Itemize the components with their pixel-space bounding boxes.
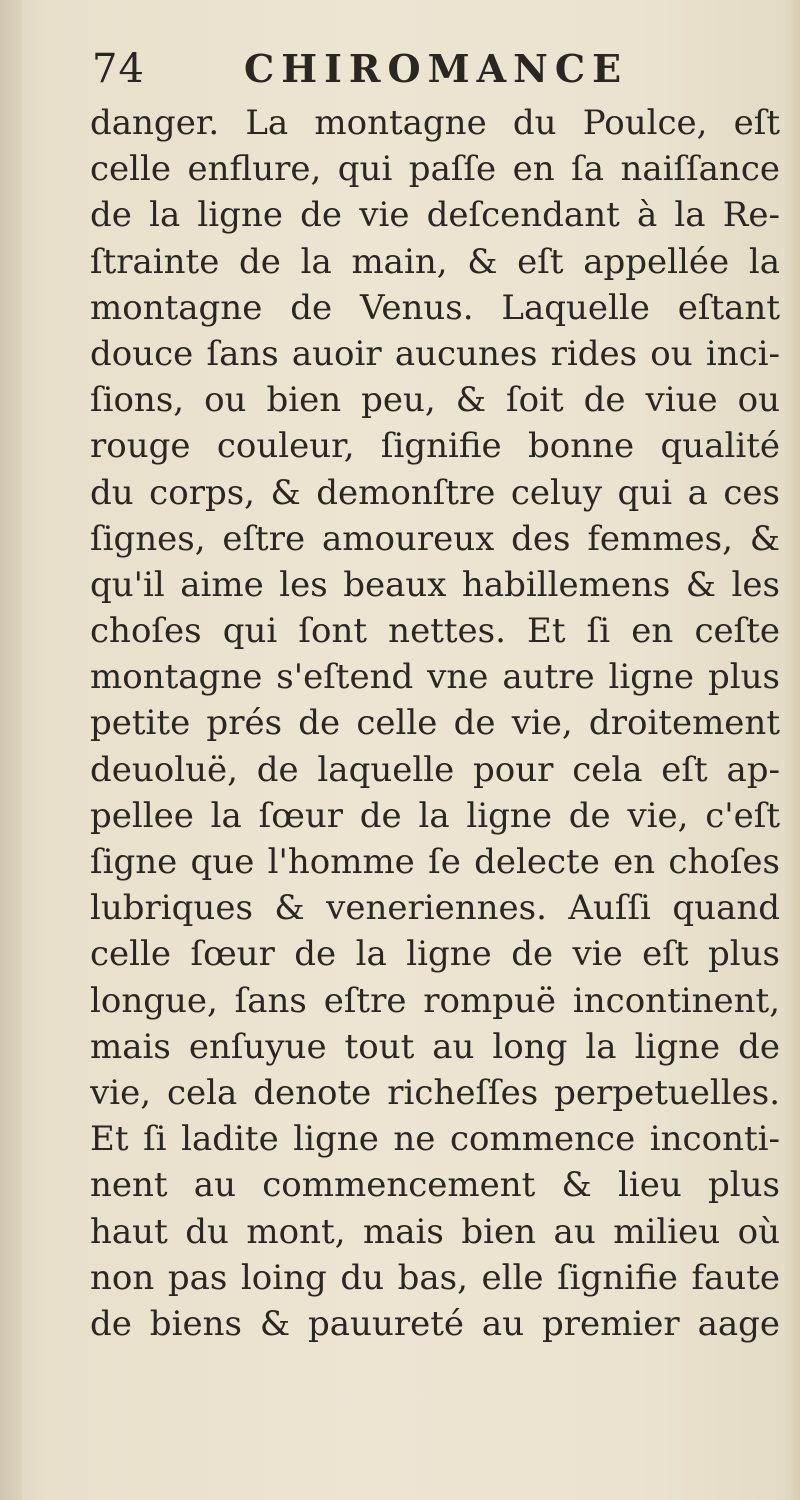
body-text: [90, 100, 780, 1347]
text-line: petite prés de celle de vie, droitement: [90, 703, 780, 744]
text-line: deuoluë, de laquelle pour cela eſt ap-: [90, 749, 780, 790]
page-number: 74: [92, 46, 145, 92]
text-line: longue, ſans eſtre rompuë incontinent,: [90, 980, 780, 1021]
page-left-edge: [0, 0, 22, 1500]
text-line: ſions, ou bien peu, & ſoit de viue ou: [90, 380, 780, 421]
page-right-edge: [782, 0, 800, 1500]
text-line: du corps, & demonſtre celuy qui a ces: [90, 472, 780, 513]
text-line: de la ligne de vie deſcendant à la Re-: [90, 195, 780, 236]
text-line: nent au commencement & lieu plus: [90, 1165, 780, 1206]
text-line: pellee la ſœur de la ligne de vie, c'eſt: [90, 795, 780, 836]
text-line: ſignes, eſtre amoureux des femmes, &: [90, 518, 780, 559]
text-line: choſes qui ſont nettes. Et ſi en ceſte: [90, 611, 780, 652]
text-line: montagne s'eſtend vne autre ligne plus: [90, 657, 780, 698]
text-line: montagne de Venus. Laquelle eſtant: [90, 287, 780, 328]
text-line: douce ſans auoir aucunes rides ou inci-: [90, 333, 780, 374]
text-line: qu'il aime les beaux habillemens & les: [90, 564, 780, 605]
text-line: Et ſi ladite ligne ne commence inconti-: [90, 1119, 780, 1160]
text-line: celle ſœur de la ligne de vie eſt plus: [90, 934, 780, 975]
text-line: ſtrainte de la main, & eſt appellée la: [90, 241, 780, 282]
text-line: ſigne que l'homme ſe delecte en choſes: [90, 842, 780, 882]
text-line: celle enflure, qui paſſe en ſa naiſſance: [90, 149, 780, 190]
text-line: vie, cela denote richeſſes perpetuelles.: [90, 1072, 780, 1113]
page-header: [92, 42, 772, 102]
text-line: mais enſuyue tout au long la ligne de: [90, 1026, 780, 1067]
running-head: CHIROMANCE: [244, 46, 629, 91]
text-line: non pas loing du bas, elle ſignifie faute: [90, 1257, 780, 1298]
text-line: lubriques & veneriennes. Auſſi quand: [90, 888, 780, 929]
text-line: danger. La montagne du Poulce, eſt: [90, 103, 780, 143]
text-line: de biens & pauureté au premier aage: [90, 1303, 780, 1344]
text-line: haut du mont, mais bien au milieu où: [90, 1211, 780, 1252]
text-line: rouge couleur, ſignifie bonne qualité: [90, 426, 780, 467]
